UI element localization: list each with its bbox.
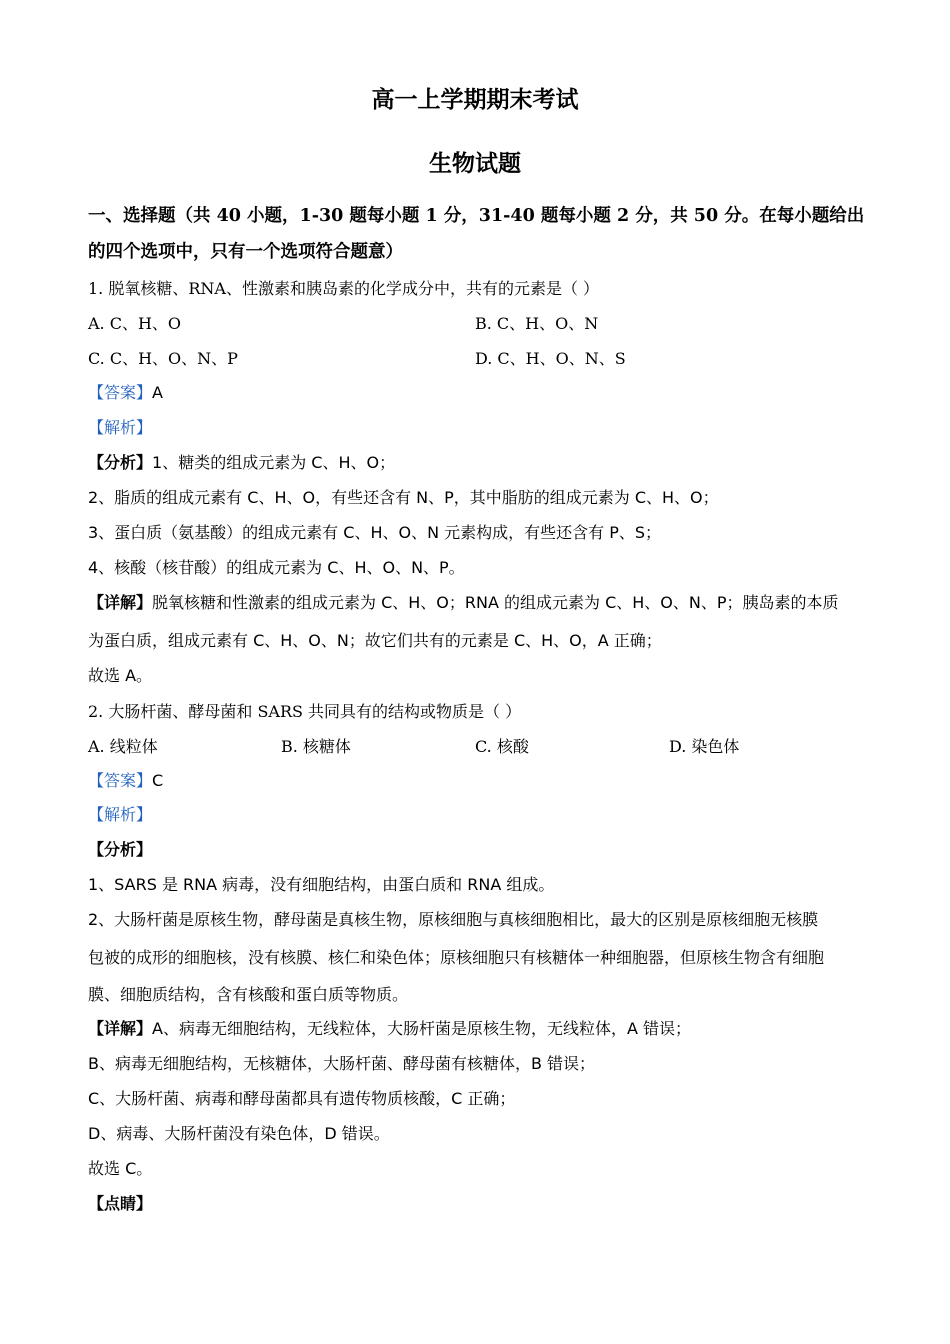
- q1-fenxi: [88, 453, 395, 473]
- q1-line-4: 4、核酸（核苷酸）的组成元素为 C、H、O、N、P。: [88, 558, 465, 577]
- q1-conclusion: 故选 A。: [88, 666, 153, 685]
- q2-detail-b: B、病毒无细胞结构，无核糖体，大肠杆菌、酵母菌有核糖体，B 错误；: [88, 1054, 596, 1073]
- q1-analysis-tag: 【解析】: [88, 418, 153, 437]
- q1-option-d: D. C、H、O、N、S: [475, 349, 626, 368]
- q2-stem: 2. 大肠杆菌、酵母菌和 SARS 共同具有的结构或物质是（ ）: [88, 702, 522, 721]
- q2-detail-c: C、大肠杆菌、病毒和酵母菌都具有遗传物质核酸，C 正确；: [88, 1089, 516, 1108]
- page-subtitle: 生物试题: [429, 150, 521, 177]
- q1-answer: [88, 383, 163, 403]
- detail-text: A、病毒无细胞结构，无线粒体，大肠杆菌是原核生物，无线粒体，A 错误；: [152, 1019, 691, 1038]
- q2-line-2b: 包被的成形的细胞核，没有核膜、核仁和染色体；原核细胞只有核糖体一种细胞器，但原核生物含有细胞: [88, 948, 825, 967]
- q1-detail-2: 为蛋白质，组成元素有 C、H、O、N；故它们共有的元素是 C、H、O，A 正确；: [88, 631, 662, 650]
- detail-tag: 【详解】: [88, 1019, 153, 1038]
- answer-tag: 【答案】: [88, 383, 153, 402]
- answer-value: C: [152, 771, 164, 790]
- q2-dianjing-tag: 【点睛】: [88, 1194, 153, 1213]
- q2-line-2c: 膜、细胞质结构，含有核酸和蛋白质等物质。: [88, 985, 409, 1004]
- detail-tag: 【详解】: [88, 593, 153, 612]
- answer-tag: 【答案】: [88, 771, 153, 790]
- section-heading-line2: 的四个选项中，只有一个选项符合题意）: [88, 242, 403, 262]
- q2-fenxi-tag: 【分析】: [88, 840, 153, 859]
- q2-line-2a: 2、大肠杆菌是原核生物，酵母菌是真核生物，原核细胞与真核细胞相比，最大的区别是原核细胞无核膜: [88, 910, 819, 929]
- q1-stem: 1. 脱氧核糖、RNA、性激素和胰岛素的化学成分中，共有的元素是（ ）: [88, 279, 600, 298]
- q1-detail-1: [88, 593, 839, 613]
- q1-option-c: C. C、H、O、N、P: [88, 349, 238, 368]
- q2-conclusion: 故选 C。: [88, 1159, 153, 1178]
- answer-value: A: [152, 383, 163, 402]
- q2-analysis-tag: 【解析】: [88, 805, 153, 824]
- page-title: 高一上学期期末考试: [371, 86, 579, 113]
- detail-text: 脱氧核糖和性激素的组成元素为 C、H、O；RNA 的组成元素为 C、H、O、N、P；胰岛素的本质: [152, 593, 839, 612]
- q1-line-2: 2、脂质的组成元素有 C、H、O，有些还含有 N、P，其中脂肪的组成元素为 C、H、O；: [88, 488, 719, 507]
- fenxi-tag: 【分析】: [88, 453, 153, 472]
- section-heading-line1: 一、选择题（共 40 小题，1-30 题每小题 1 分，31-40 题每小题 2 分，共 50 分。在每小题给出: [88, 206, 865, 226]
- q2-detail-d: D、病毒、大肠杆菌没有染色体，D 错误。: [88, 1124, 390, 1143]
- fenxi-text: 1、糖类的组成元素为 C、H、O；: [152, 453, 396, 472]
- q2-option-b: B. 核糖体: [281, 737, 351, 756]
- q1-option-b: B. C、H、O、N: [475, 314, 599, 333]
- q2-line-1: 1、SARS 是 RNA 病毒，没有细胞结构，由蛋白质和 RNA 组成。: [88, 875, 555, 894]
- q2-answer: [88, 771, 163, 791]
- q2-option-d: D. 染色体: [669, 737, 740, 756]
- q1-option-a: A. C、H、O: [88, 314, 182, 333]
- q1-line-3: 3、蛋白质（氨基酸）的组成元素有 C、H、O、N 元素构成，有些还含有 P、S；: [88, 523, 662, 542]
- q2-detail-a: [88, 1019, 691, 1039]
- q2-option-a: A. 线粒体: [88, 737, 158, 756]
- q2-option-c: C. 核酸: [475, 737, 529, 756]
